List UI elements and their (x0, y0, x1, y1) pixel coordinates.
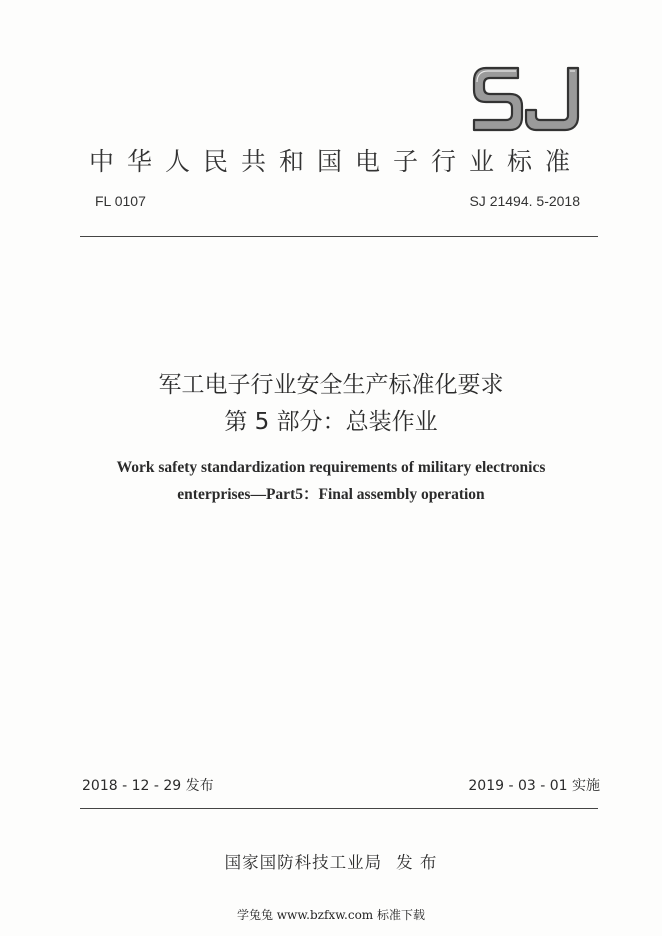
sj-logo (470, 62, 582, 136)
issuing-authority (0, 849, 662, 873)
classification-code: FL 0107 (95, 193, 146, 209)
chinese-title-line-2: 第 5 部分：总装作业 (224, 409, 438, 435)
english-title-line-1: Work safety standardization requirements of military electronics (116, 459, 546, 476)
english-title-line-2: enterprises—Part5：Final assembly operation (177, 486, 485, 503)
download-watermark: 学兔兔 www.bzfxw.com 标准下载 (236, 908, 426, 922)
header-divider (80, 236, 598, 237)
footer-divider (80, 808, 598, 809)
standard-number: SJ 21494. 5-2018 (469, 193, 580, 209)
effective-date: 2019 - 03 - 01 实施 (468, 778, 600, 794)
organization-title: 中华人民共和国电子行业标准 (88, 147, 583, 176)
issue-date: 2018 - 12 - 29 发布 (82, 778, 214, 794)
chinese-title-line-1: 军工电子行业安全生产标准化要求 (158, 372, 504, 398)
issuer-action: 发 布 (396, 853, 438, 872)
issuer-name: 国家国防科技工业局 (224, 853, 383, 872)
